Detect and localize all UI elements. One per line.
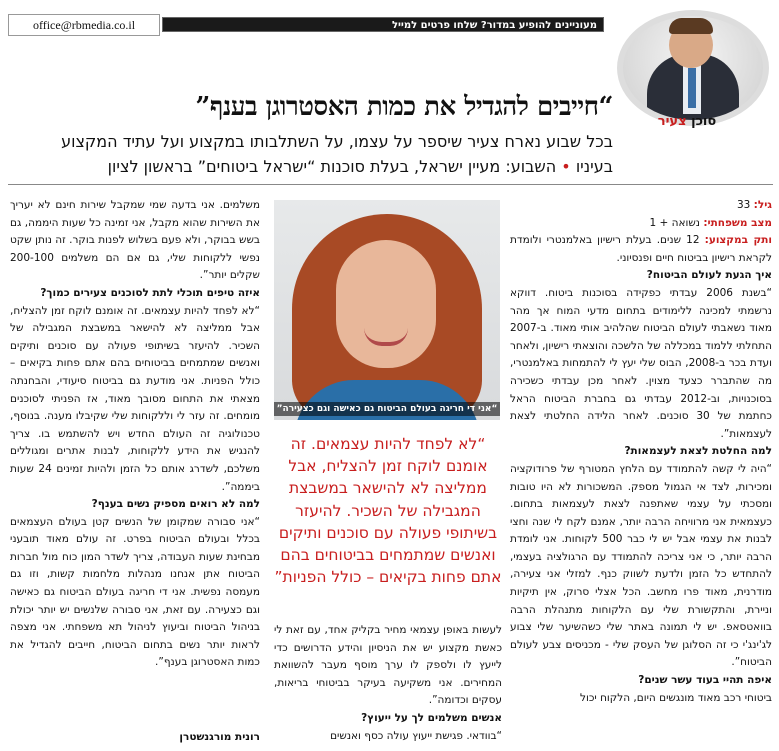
question-heading: איזה טיפים תוכלי לתת לסוכנים צעירים כמוך? — [40, 286, 260, 299]
middle-column-text — [274, 622, 502, 751]
seniority-label: ותק במקצוע: — [704, 234, 772, 247]
question-heading: איך הגעת לעולם הביטוח? — [646, 269, 772, 282]
right-column — [510, 197, 772, 751]
answer-paragraph: “היה לי קשה להתמודד עם הלחץ המטורף של פרודוקציה ומכירות, לצד אי הגמול מספק. המשכורות לא היו טובות ומסכתי על עצמי שאתפנה לצאת לעצמאות בתחום. כעצמאית אני מרוויחה הרבה יותר, אמנם לקח לי שנה וחצי לבנות את עצמי אבל יש לי כבר 500 לקוחות. אני לומדת הרבה יותר, כי אני צריכה להתמודד עם הרגולציה בעצמי, להתחדש כל הזמן ולדעת לשווק כנף. למזלי אני צעירה, מודרנית, מאוד פרו מחשב. הכל אצלי סרוק, אין תיקיות וניירת, והתקשורת שלי עם הלקוחות מתנהלת הרבה בוואטסאפ. יש לי תמונה באתר שלי כשהשיער שלי צבוע לג'ינג'י כי זה הסלוגן של העסק שלי - מכניסים צבע לעולם הביטוח”. — [510, 462, 772, 669]
article-subtitle: בכל שבוע נארח צעיר שיספר על עצמו, על השתלבותו במקצוע ועל עתיד המקצוע — [61, 132, 613, 151]
family-value: נשואה + 1 — [649, 216, 700, 229]
subtitle-rest: השבוע: מעיין ישראל, בעלת סוכנות “ישראל ביטוחים” בראשון לציון — [107, 157, 557, 176]
subtitle-prefix: בעיניו — [575, 157, 613, 176]
badge-word-young: צעיר — [657, 114, 687, 129]
family-label: מצב משפחתי: — [703, 216, 772, 229]
portrait-hair — [669, 18, 713, 34]
contact-email[interactable]: office@rbmedia.co.il — [8, 14, 160, 36]
question-heading: אנשים משלמים לך על ייעוץ? — [361, 711, 502, 724]
seniority-value: 12 שנים. בעלת רישיון באלמנטרי ולומדת לקראת רישיון בביטוח חיים ופנסיוני. — [510, 234, 772, 264]
photo-caption: “אני די חריגה בעולם הביטוח גם כאישה וגם כצעירה” — [274, 402, 500, 416]
photo-face — [336, 240, 436, 368]
section-badge — [617, 114, 757, 134]
answer-paragraph: “בוודאי. פגישת ייעוץ עולה כסף ואנשים — [330, 729, 502, 742]
badge-word-agent: סוכן — [691, 114, 717, 129]
article-headline: “חייבים להגדיל את כמות האסטרוגן בענף” — [195, 92, 613, 122]
article-subtitle-2 — [8, 155, 613, 179]
interviewee-photo — [274, 200, 500, 420]
bullet-dot: • — [561, 157, 571, 176]
answer-paragraph: ביטוחי רכב מאוד מונגשים היום, הלקוח יכול — [580, 691, 772, 704]
answer-paragraph: לעשות באופן עצמאי מחיר בקליק אחד, עם זאת לי כאשת מקצוע יש את הניסיון והידע הדרושים כדי לייעץ לו ולספק לו ערך מוסף מעבר להשוואת המחירים. אני משקיעה בעיקר בביטוחי בריאות, עסקים וכדומה”. — [274, 624, 502, 707]
answer-paragraph: “בשנת 2006 עבדתי כפקידה בסוכנות ביטוח. דווקא נרשמתי למכינה ללימודים בתחום מדעי המוח אך מהר מאוד נשאבתי לעולם הביטוח שהלהיב אותי מאוד. ב-2007 התחלתי ללמוד במכללה של הלשכה והוצאתי רישיון, ולאחר ועדת בכר ב-2008, הבוס שלי יעץ לי להתמחות באלמנטרי, מה שהתברר כצעד מצוין. לאחר מכן עבדתי כשכירה בסוכנויות, וב-2012 עבדתי גם בחברת הביטוח הראל כחתמת של 30 סוכנים. לאחר הלידה החלטתי לצאת לעצמאות”. — [510, 286, 772, 440]
question-heading: איפה תהיי בעוד עשר שנים? — [638, 674, 772, 687]
submission-banner: מעוניינים להופיע במדור? שלחו פרטים למייל — [162, 17, 604, 32]
left-column — [10, 197, 260, 751]
answer-paragraph: משלמים. אני בדעה שמי שמקבל שירות חינם לא יעריך את השירות שהוא מקבל, אני זמינה כל שעות היממה, גם בשש בבוקר, ולא פעם בשלוש לפנות בוקר. זה נותן שקט נפשי ללקוחות שלי, גם אם הם משלמים 200-100 שקלים יותר”. — [10, 199, 260, 282]
top-bar — [0, 14, 605, 34]
answer-paragraph: “אני סבורה שמקומן של הנשים קטן בעולם העצמאים בכלל ובעולם הביטוח בפרט. זה עולם מאוד תובעני מבחינת שעות העבודה, צריך לשדר המון כוח מול חברות הביטוח אתן אנחנו מנהלות מלחמות קשות, וזו גם מעמסה נפשית. אני די חריגה בעולם הביטוח גם כאישה וגם כצעירה. עם זאת, אני סבורה שלנשים יש יותר יכולת בניהול הביטוח וביעוץ לניהול תא משפחתי. אני מצפה לראות יותר נשים בתחום הביטוח, חייבים להגדיל את כמות האסטרוגן בענף”. — [10, 515, 260, 669]
answer-paragraph: “לא לפחד להיות עצמאים. זה אומנם לוקח זמן להצליח, אבל ממליצה לא להישאר במשבצת המגבילה של השכיר. להיעזר בשיתופי פעולה עם סוכנים ותיקים ואנשים שמתמחים בביטוחים בהם אתם פחות בקיאים – כולל הפניות. אני מודעת גם בביטוח סיעודי, והבחנתה מצאתי את התחום מסובך מאוד, אז הפניתי לסוכנים מומחים. זה עזר לי וללקוחות שלי שקיבלו מענה. בנוסף, טכנולוגיה זה העולם החדש ויש להשתמש בו. צריך להנגיש את הידע ללקוחות, לבנות אתרים ומגוללים משלכם, לשדרג אותם כל הזמן ולהיות זמינים 24 שעות ביממה”. — [10, 304, 260, 493]
question-heading: למה החלטת לצאת לעצמאות? — [624, 445, 772, 458]
portrait-tie — [688, 68, 696, 108]
question-heading: למה לא רואים מספיק נשים בענף? — [91, 498, 260, 511]
agent-portrait — [617, 10, 769, 126]
divider — [8, 184, 773, 185]
author-byline: רונית מורגנשטרן — [179, 731, 260, 743]
pull-quote: “לא לפחד להיות עצמאים. זה אומנם לוקח זמן להצליח, אבל ממליצה לא להישאר במשבצת המגבילה של השכיר. להיעזר בשיתופי פעולה עם סוכנים ותיקים ואנשים שמתמחים בביטוחים בהם אתם פחות בקיאים – כולל הפניות” — [274, 435, 502, 587]
age-value: 33 — [736, 199, 751, 211]
age-label: גיל: — [753, 199, 772, 211]
